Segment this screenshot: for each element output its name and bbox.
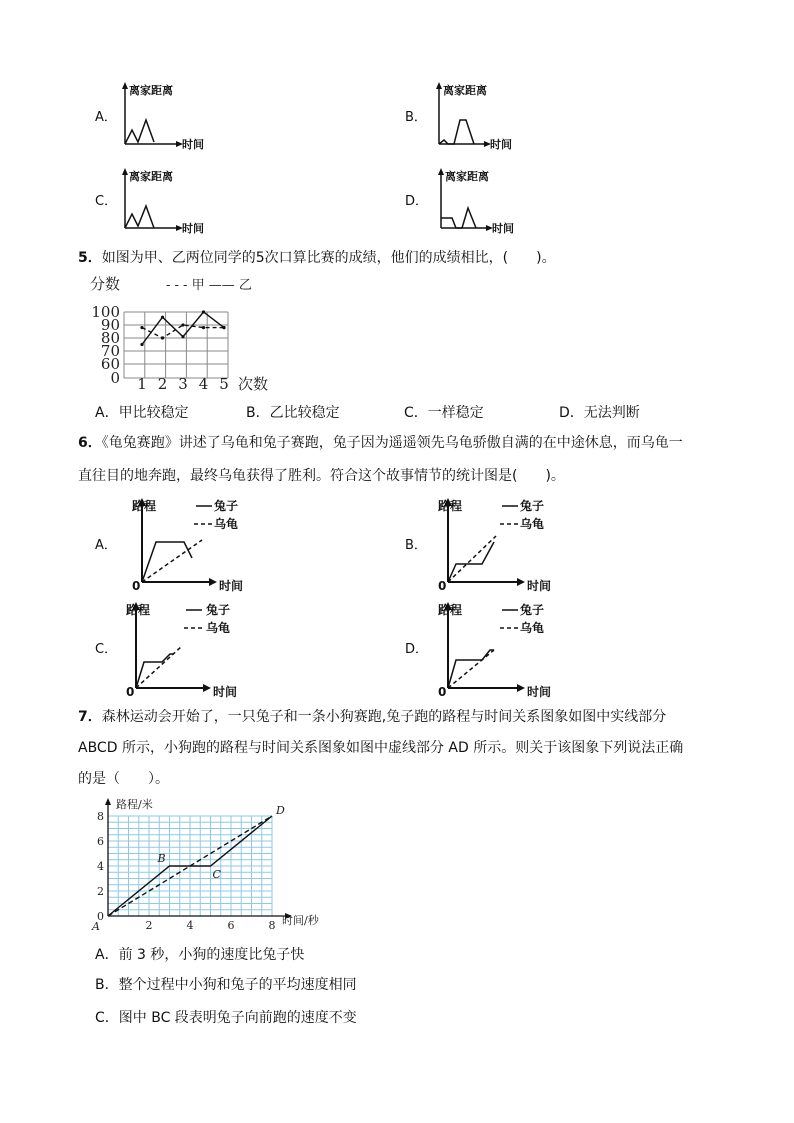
q6d-axis-x: 时间 bbox=[527, 685, 552, 699]
q5-legend-text: - - - 甲 —— 乙 bbox=[166, 278, 252, 293]
q6b-turtle-line bbox=[448, 536, 496, 582]
q6-option-a-label: A． bbox=[95, 538, 117, 553]
q6d-legend-turtle: 乌龟 bbox=[520, 621, 545, 635]
q5-xtick: 3 bbox=[178, 375, 188, 393]
q6a-turtle-line bbox=[142, 540, 202, 582]
q6-graph-c bbox=[118, 600, 258, 698]
q5-xtick: 1 bbox=[137, 375, 147, 393]
q5-point-乙 bbox=[202, 310, 205, 313]
q6d-axis-y: 路程 bbox=[438, 603, 463, 617]
q4-graph-c bbox=[118, 166, 218, 238]
q4-b-axis-x: 时间 bbox=[490, 138, 512, 151]
q7-ylabel: 路程/米 bbox=[116, 798, 153, 811]
q5-xtick: 5 bbox=[219, 375, 229, 393]
q5-point-甲 bbox=[140, 326, 143, 329]
q5-point-甲 bbox=[202, 326, 205, 329]
q4-c-axis-x: 时间 bbox=[182, 222, 204, 235]
q7-option-a: A．前 3 秒，小狗的速度比兔子快 bbox=[95, 947, 305, 963]
q5-ytick: 60 bbox=[100, 355, 120, 373]
q6d-turtle-line bbox=[448, 650, 494, 688]
q6c-axis-x: 时间 bbox=[213, 685, 238, 699]
q7-point-label-A: A bbox=[92, 920, 100, 933]
q5-xtick: 2 bbox=[157, 375, 168, 393]
q6d-origin: 0 bbox=[438, 685, 447, 699]
q6c-origin: 0 bbox=[126, 685, 135, 699]
q6b-legend-rabbit: 兔子 bbox=[520, 499, 545, 513]
q4-option-b-label: B． bbox=[405, 110, 427, 125]
q7-question-line3: 的是（ ）。 bbox=[78, 771, 169, 787]
q6b-legend-turtle: 乌龟 bbox=[520, 517, 545, 531]
q5-ytick: 70 bbox=[100, 342, 120, 360]
q5-xtick: 4 bbox=[198, 375, 209, 393]
q7-xtick: 8 bbox=[268, 919, 276, 932]
q7-question-line2: ABCD 所示，小狗跑的路程与时间关系图象如图中虚线部分 AD 所示。则关于该图象下列说法正确 bbox=[78, 740, 684, 756]
q5-ytick: 0 bbox=[110, 369, 120, 387]
q7-point-label-D: D bbox=[276, 804, 285, 817]
q5-point-甲 bbox=[181, 323, 184, 326]
q6-option-c-label: C． bbox=[95, 642, 118, 657]
q6d-legend-rabbit: 兔子 bbox=[520, 603, 545, 617]
q7-ytick: 4 bbox=[97, 860, 104, 873]
q5-point-乙 bbox=[161, 316, 164, 319]
q6-graph-a bbox=[124, 496, 264, 594]
q5-ytick: 90 bbox=[100, 316, 120, 334]
q5-option-d: D．无法判断 bbox=[559, 405, 640, 421]
q7-y-arrow bbox=[105, 798, 111, 805]
q7-distance-time-chart bbox=[90, 796, 330, 934]
q6-question-line1: 《龟兔赛跑》讲述了乌龟和兔子赛跑，兔子因为遥遥领先乌龟骄傲自满的在中途休息，而乌龟一 bbox=[101, 435, 683, 451]
q7-ytick: 8 bbox=[97, 810, 104, 823]
q5-point-乙 bbox=[140, 343, 143, 346]
q7-option-b: B．整个过程中小狗和兔子的平均速度相同 bbox=[95, 977, 357, 993]
q4-graph-b bbox=[432, 80, 532, 152]
q6-question-line2: 直往目的地奔跑，最终乌龟获得了胜利。符合这个故事情节的统计图是( )。 bbox=[78, 468, 565, 484]
q5-ylabel: 分数 bbox=[90, 275, 121, 293]
q5-option-b: B．乙比较稳定 bbox=[246, 405, 340, 421]
q6-number: 6． bbox=[78, 435, 102, 451]
q5-question-text: 如图为甲、乙两位同学的5次口算比赛的成绩，他们的成绩相比，( )。 bbox=[101, 250, 556, 266]
q4-d-axis-x: 时间 bbox=[492, 222, 514, 235]
q6b-origin: 0 bbox=[438, 579, 447, 593]
q6-graph-b bbox=[430, 496, 570, 594]
q5-point-甲 bbox=[161, 336, 164, 339]
q5-point-乙 bbox=[181, 335, 184, 338]
q5-series-乙 bbox=[142, 312, 224, 345]
q6c-axis-y: 路程 bbox=[126, 603, 151, 617]
q5-score-chart bbox=[90, 272, 290, 396]
q5-number: 5． bbox=[78, 250, 102, 266]
q7-xlabel: 时间/秒 bbox=[282, 914, 319, 927]
q6a-legend-turtle: 乌龟 bbox=[214, 517, 239, 531]
q6-option-d-label: D． bbox=[405, 642, 429, 657]
q6a-axis-x: 时间 bbox=[219, 579, 244, 593]
q7-ytick: 0 bbox=[97, 910, 104, 923]
q4-b-axis-y: 离家距离 bbox=[443, 84, 487, 97]
q6a-axis-y: 路程 bbox=[132, 499, 157, 513]
q4-option-c-label: C． bbox=[95, 194, 118, 209]
q6-option-b-label: B． bbox=[405, 538, 427, 553]
q4-graph-d bbox=[434, 166, 534, 238]
q6c-legend-rabbit: 兔子 bbox=[206, 603, 231, 617]
q4-graph-a bbox=[118, 80, 218, 152]
q5-option-a: A．甲比较稳定 bbox=[95, 405, 189, 421]
q5-option-c: C．一样稳定 bbox=[404, 405, 484, 421]
q5-xlabel: 次数 bbox=[238, 375, 269, 393]
q4-d-axis-y: 离家距离 bbox=[445, 170, 489, 183]
q7-xtick: 2 bbox=[145, 919, 153, 932]
q4-a-axis-x: 时间 bbox=[182, 138, 204, 151]
q5-ytick: 80 bbox=[100, 329, 120, 347]
q7-option-c: C．图中 BC 段表明兔子向前跑的速度不变 bbox=[95, 1010, 357, 1026]
q4-option-a-label: A． bbox=[95, 110, 117, 125]
q5-point-乙 bbox=[222, 326, 225, 329]
q7-number: 7． bbox=[78, 709, 102, 725]
q7-xtick: 4 bbox=[186, 919, 194, 932]
q7-xtick: 6 bbox=[227, 919, 235, 932]
q6b-axis-x: 时间 bbox=[527, 579, 552, 593]
q6a-origin: 0 bbox=[132, 579, 141, 593]
q6a-legend-rabbit: 兔子 bbox=[214, 499, 239, 513]
q6c-legend-turtle: 乌龟 bbox=[206, 621, 231, 635]
q7-ytick: 2 bbox=[97, 885, 104, 898]
q7-ytick: 6 bbox=[97, 835, 104, 848]
q6-graph-d bbox=[430, 600, 570, 698]
q7-point-label-C: C bbox=[212, 868, 221, 881]
q7-point-label-B: B bbox=[157, 852, 166, 865]
q6b-axis-y: 路程 bbox=[438, 499, 463, 513]
q4-c-axis-y: 离家距离 bbox=[129, 170, 173, 183]
q4-a-axis-y: 离家距离 bbox=[129, 84, 173, 97]
q4-option-d-label: D． bbox=[405, 194, 429, 209]
q5-ytick: 100 bbox=[91, 303, 120, 321]
q7-question-line1: 森林运动会开始了，一只兔子和一条小狗赛跑,兔子跑的路程与时间关系图象如图中实线部分 bbox=[101, 709, 667, 725]
